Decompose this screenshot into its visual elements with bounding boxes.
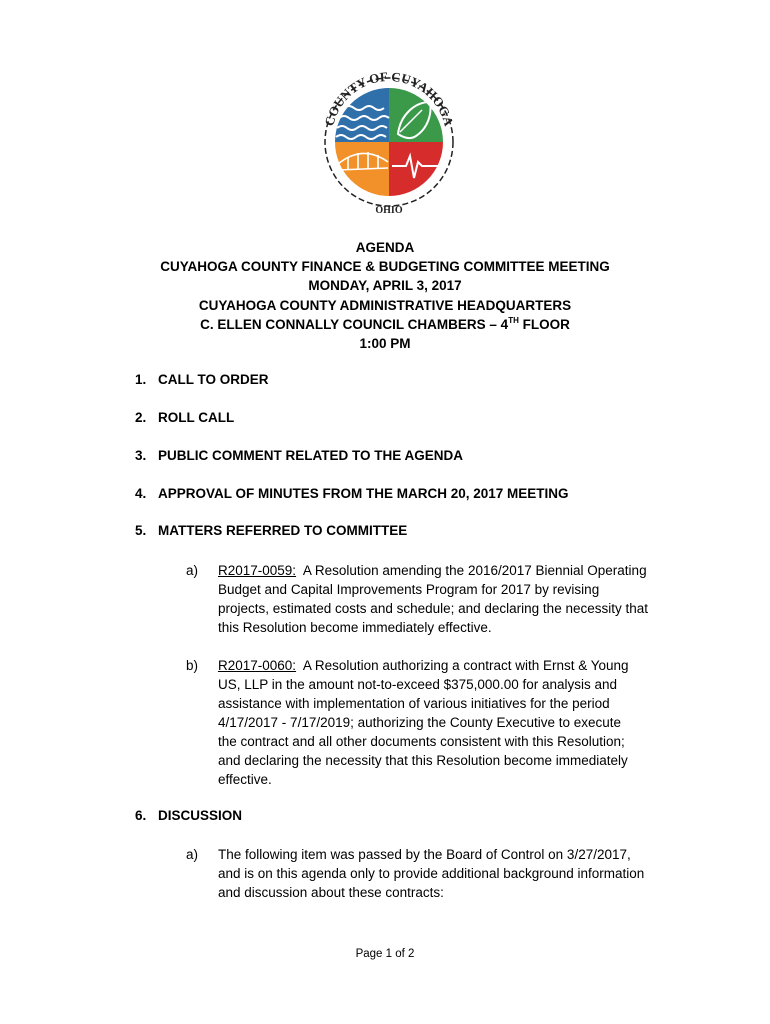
meeting-room: C. ELLEN CONNALLY COUNCIL CHAMBERS – 4TH FLOOR bbox=[200, 315, 570, 332]
committee-name: CUYAHOGA COUNTY FINANCE & BUDGETING COMMITTEE MEETING bbox=[160, 259, 610, 275]
agenda-item-roll-call: 2. ROLL CALL bbox=[135, 410, 235, 425]
page-number: Page 1 of 2 bbox=[355, 948, 415, 960]
svg-text:COUNTY OF CUYAHOGA: COUNTY OF CUYAHOGA bbox=[321, 68, 457, 128]
agenda-header bbox=[0, 238, 770, 353]
meeting-date: MONDAY, APRIL 3, 2017 bbox=[308, 278, 462, 294]
meeting-location: CUYAHOGA COUNTY ADMINISTRATIVE HEADQUARTERS bbox=[198, 297, 572, 313]
agenda-item-approval-of-minutes: 4. APPROVAL OF MINUTES FROM THE MARCH 20, 2017 MEETING bbox=[135, 486, 569, 501]
agenda-page: COUNTY OF CUYAHOGA OHIO AGENDA CUYAHOGA COUNTY FINANCE & BUDGETING COMMITTEE MEETING MONDAY, APRIL 3, 2017 CUYAHOGA COUNTY ADMINISTRATIVE HEADQUARTERS C. ELLEN CONNALLY COUNCIL CHAMBERS – 4TH FLOOR 1:00 PM 1. CALL TO ORDER 2. ROLL CALL 3. PUBLIC COMMENT RELATED TO THE AGENDA 4. APPROVAL OF MINUTES FROM THE MARCH 20, 2017 MEETING 5. MATTERS REFERRED TO COMMITTEE a) R2017-0059: A Resolution amending the 2016/2017 Biennial Operating Budget and Capital Improvements Program for 2017 by revising projects, estimated costs and schedule; and declaring the necessity that this Resolution become immediately effective. b) R2017-0060: A Resolution authorizing a contract with Ernst & Young US, LLP in the amount not-to-exceed $375,000.00 for analysis and assistance with implementation of various initiatives for the period 4/17/2017 - 7/17/2019; authorizing the County Executive to execute the contract and all other documents consistent with this Resolution; and declaring the necessity that this Resolution become immediately effective. 6. DISCUSSION a) The following item was passed by the Board of Control on 3/27/2017, and is on this agenda only to provide additional background information and discussion about these contracts: Page 1 of 2 bbox=[0, 0, 770, 1024]
agenda-item-call-to-order: 1. CALL TO ORDER bbox=[135, 372, 269, 387]
seal-state-text: OHIO bbox=[375, 205, 403, 216]
county-seal-logo bbox=[318, 58, 460, 218]
resolution-link[interactable]: R2017-0060: bbox=[218, 658, 297, 673]
agenda-item-matters-referred: 5. MATTERS REFERRED TO COMMITTEE bbox=[135, 523, 408, 538]
agenda-title: AGENDA bbox=[355, 240, 415, 255]
agenda-item-discussion: 6. DISCUSSION bbox=[135, 808, 243, 823]
meeting-time: 1:00 PM bbox=[359, 336, 411, 352]
agenda-item-public-comment: 3. PUBLIC COMMENT RELATED TO THE AGENDA bbox=[135, 448, 463, 463]
resolution-link[interactable]: R2017-0059: bbox=[218, 563, 297, 578]
